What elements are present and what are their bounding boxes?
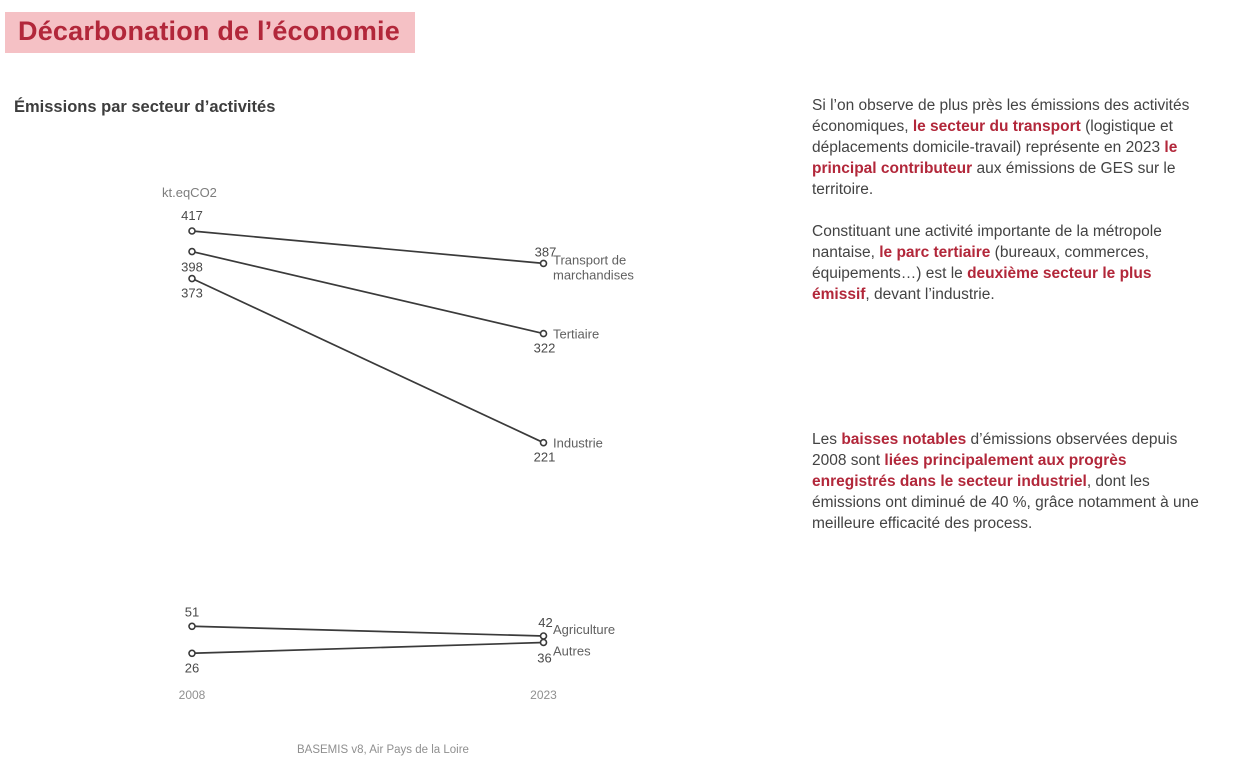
x-axis-label-2023: 2023 <box>530 688 557 702</box>
data-point-2023 <box>541 633 547 639</box>
slope-line <box>192 252 544 334</box>
commentary-block-bottom <box>812 429 1212 555</box>
commentary-accent-text: liées principalement aux progrès enregistrés dans le secteur industriel <box>812 452 1127 490</box>
commentary-accent-text: baisses notables <box>841 431 967 448</box>
value-label-2023: 36 <box>537 650 552 666</box>
series-label: Transport de <box>553 252 627 268</box>
data-point-2008 <box>189 276 195 282</box>
series-label: Agriculture <box>553 622 616 637</box>
value-label-2008: 373 <box>181 285 203 301</box>
commentary-accent-text: le principal contributeur <box>812 139 1178 177</box>
commentary-text: , dont les émissions ont diminué de 40 %, grâce notamment à une meilleure efficacité des process. <box>812 473 1199 532</box>
y-axis-unit-label: kt.eqCO2 <box>162 185 217 200</box>
slope-line <box>192 626 544 636</box>
value-label-2008: 417 <box>181 208 203 223</box>
commentary-accent-text: deuxième secteur le plus émissif <box>812 265 1152 303</box>
commentary-text: (bureaux, commerces, équipements…) est le <box>812 244 1149 282</box>
page-title: Décarbonation de l’économie <box>5 12 415 53</box>
commentary-text: Si l’on observe de plus près les émissions des activités économiques, <box>812 97 1190 135</box>
slope-line <box>192 642 544 653</box>
value-label-2023: 322 <box>533 340 556 356</box>
commentary-text: aux émissions de GES sur le territoire. <box>812 160 1176 198</box>
commentary-block-top <box>812 95 1212 326</box>
commentary-text: d’émissions observées depuis 2008 sont <box>812 431 1178 469</box>
value-label-2008: 398 <box>181 259 203 275</box>
value-label-2023: 387 <box>534 244 557 260</box>
series-label: Industrie <box>553 435 603 451</box>
commentary-text: Les <box>812 431 842 448</box>
data-point-2008 <box>189 249 195 255</box>
value-label-2023: 221 <box>533 449 556 465</box>
commentary-text: , devant l’industrie. <box>865 286 995 303</box>
series-label: Autres <box>553 643 591 659</box>
commentary-text: (logistique et déplacements domicile-travail) représente en 2023 <box>812 118 1173 156</box>
data-point-2008 <box>189 650 195 656</box>
data-point-2023 <box>541 639 547 645</box>
commentary-text: Constituant une activité importante de la métropole nantaise, <box>812 223 1162 261</box>
chart-heading: Émissions par secteur d’activités <box>14 98 276 116</box>
data-point-2023 <box>541 331 547 337</box>
chart-source: BASEMIS v8, Air Pays de la Loire <box>297 744 469 756</box>
series-label: marchandises <box>553 267 634 283</box>
commentary-accent-text: le parc tertiaire <box>879 244 991 261</box>
value-label-2008: 26 <box>184 660 200 676</box>
slope-line <box>192 279 544 443</box>
data-point-2023 <box>541 260 547 266</box>
commentary-paragraph <box>812 429 1212 534</box>
series-label: Tertiaire <box>553 326 600 342</box>
data-point-2008 <box>189 623 195 629</box>
data-point-2023 <box>541 440 547 446</box>
x-axis-label-2008: 2008 <box>178 688 206 702</box>
value-label-2023: 42 <box>538 615 553 630</box>
value-label-2008: 51 <box>184 604 200 620</box>
slope-line <box>192 231 544 263</box>
commentary-accent-text: le secteur du transport <box>912 118 1081 135</box>
commentary-paragraph <box>812 95 1212 200</box>
data-point-2008 <box>189 228 195 234</box>
commentary-paragraph <box>812 221 1212 305</box>
